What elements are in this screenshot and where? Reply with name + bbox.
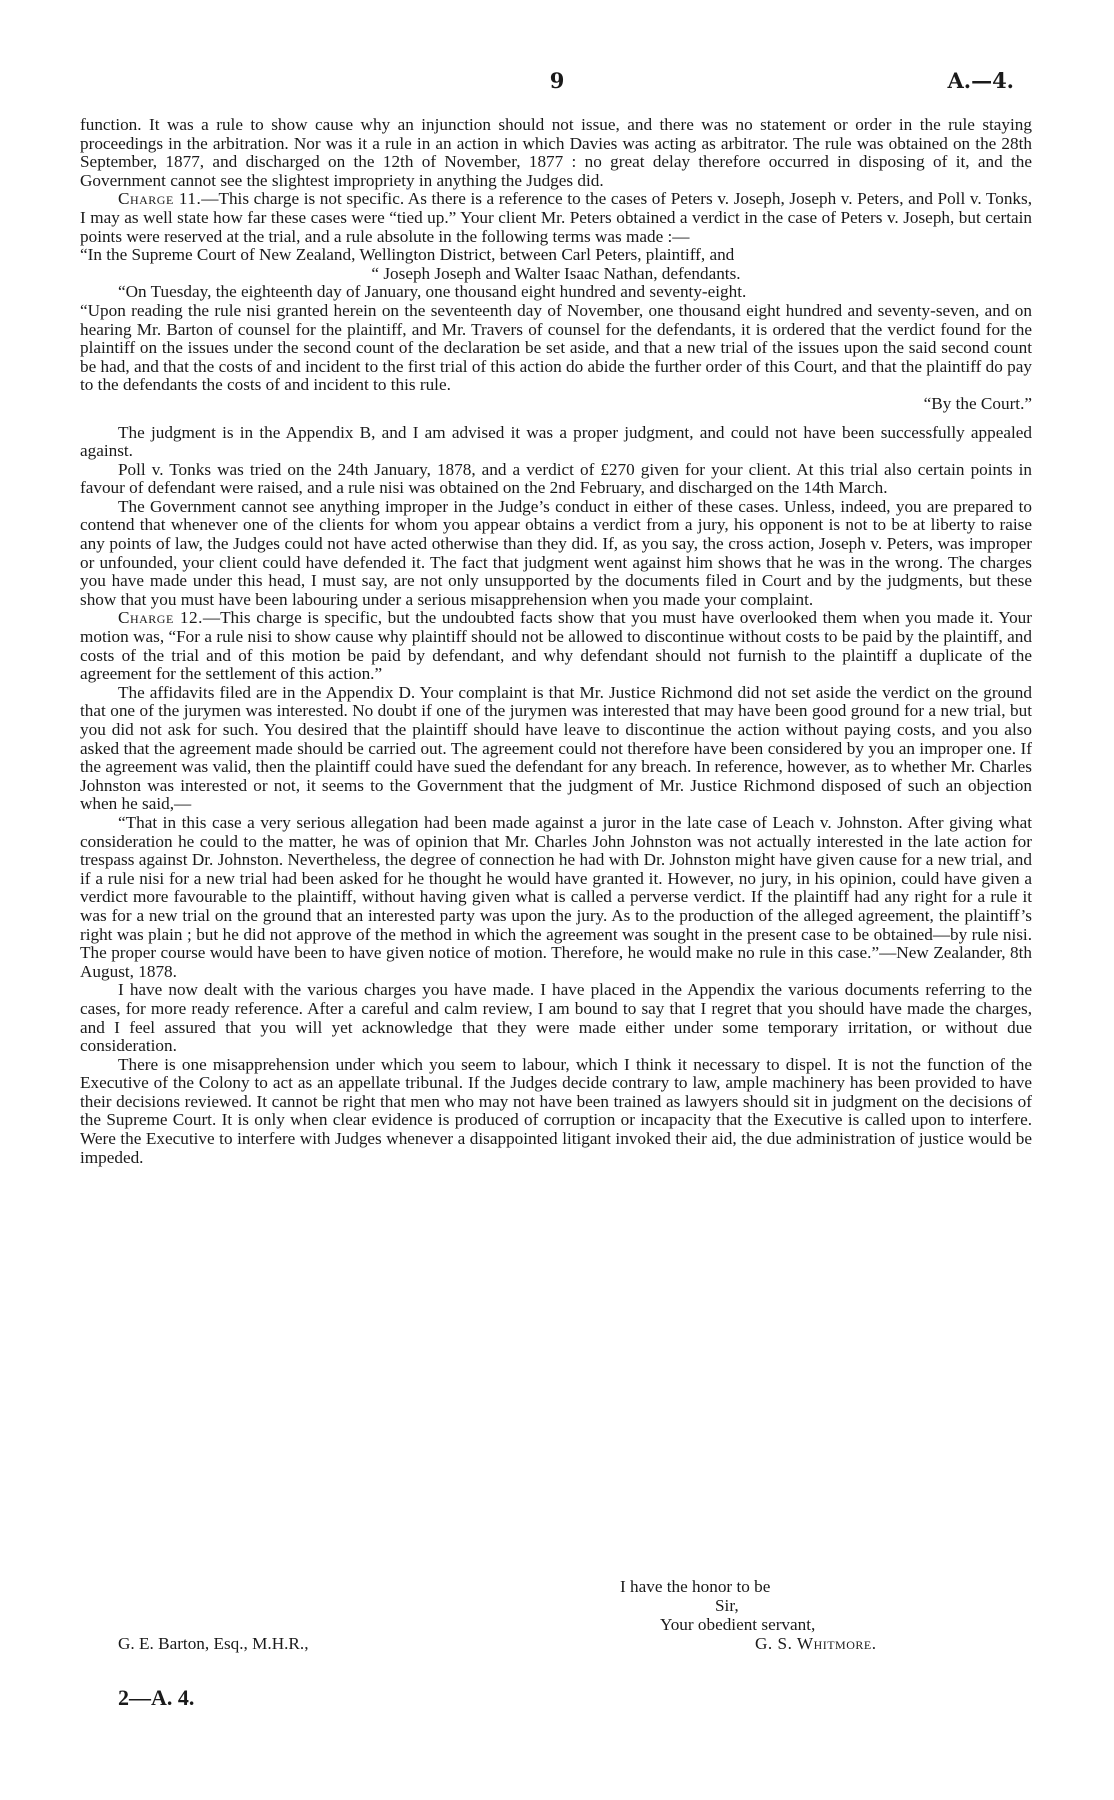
quote-rule-order: “Upon reading the rule nisi granted herein on the seventeenth day of November, one thousand eight hundred and seventy-seven, and on hearing Mr. Barton of counsel for the plaintiff, and Mr. Travers of counsel for the defendants, it is ordered that the verdict found for the plaintiff on the issues under the second count of the declaration be set aside, and that a new trial of the issues upon the said second count be had, and that the costs of and incident to the first trial of this action do abide the further order of this Court, and that the plaintiff do pay to the defendants the costs of and incident to this rule.	[80, 300, 1032, 395]
charge-12-text: —This charge is specific, but the undoubted facts show that you must have overlooked them when you made it. Your motion was, “For a rule nisi to show cause why plaintiff should not be allowed to discontinue without costs to be paid by the plaintiff, and costs of the trial and of this motion be paid by defendant, and why defendant should not furnish to the plaintiff a duplicate of the agreement for the settlement of this action.”	[80, 608, 1032, 684]
closing-block	[600, 1577, 1000, 1653]
closing-sir: Sir,	[715, 1596, 739, 1615]
quote-court-parties: “ Joseph Joseph and Walter Isaac Nathan, defendants.	[371, 263, 741, 283]
paragraph-misapprehension: There is one misapprehension under which you seem to labour, which I think it necessary to dispel. It is not the function of the Executive of the Colony to act as an appellate tribunal. If the Judges decide contrary to law, ample machinery has been provided to have their decisions reviewed. It cannot be right that men who may not have been trained as lawyers should sit in judgment on the decisions of the Supreme Court. It is only when clear evidence is produced of corruption or incapacity that the Executive is called upon to interfere. Were the Executive to interfere with Judges whenever a disappointed litigant invoked their aid, the due administration of justice would be impeded.	[80, 1054, 1032, 1167]
closing-honor: I have the honor to be	[620, 1577, 771, 1596]
paragraph-poll-v-tonks: Poll v. Tonks was tried on the 24th January, 1878, and a verdict of £270 given for your client. At this trial also certain points in favour of defendant were raised, and a rule nisi was obtained on the 2nd February, and discharged on the 14th March.	[80, 459, 1032, 498]
charge-11-text: —This charge is not specific. As there is a reference to the cases of Peters v. Joseph, Joseph v. Peters, and Poll v. Tonks, I may as well state how far these cases were “tied up.” Your client Mr. Peters obtained a verdict in the case of Peters v. Joseph, but certain points were reserved at the trial, and a rule absolute in the following terms was made :—	[80, 189, 1032, 246]
quote-court-heading: “In the Supreme Court of New Zealand, Wellington District, between Carl Peters, plaintiff, and	[80, 245, 735, 265]
paragraph-charge-12	[80, 609, 1032, 683]
paragraph-function: function. It was a rule to show cause why an injunction should not issue, and there was no statement or order in the rule staying proceedings in the arbitration. Nor was it a rule in an action in which Davies was acting as arbitrator. The rule was obtained on the 28th September, 1877, and discharged on the 12th of November, 1877 : no great delay therefore occurred in disposing of it, and the Government cannot see the slightest impropriety in anything the Judges did.	[80, 115, 1032, 190]
page-number: 9	[549, 68, 565, 93]
closing-servant: Your obedient servant,	[660, 1615, 816, 1634]
signature: G. S. Whitmore.	[755, 1634, 877, 1653]
charge-12-label: Charge 12.	[118, 608, 203, 628]
quote-date: “On Tuesday, the eighteenth day of January, one thousand eight hundred and seventy-eight.	[118, 282, 747, 302]
letter-body	[80, 116, 1032, 1167]
addressee: G. E. Barton, Esq., M.H.R.,	[118, 1634, 309, 1653]
paragraph-government-view: The Government cannot see anything improper in the Judge’s conduct in either of these cases. Unless, indeed, you are prepared to contend that whenever one of the clients for whom you appear obtains a verdict from a jury, his opponent is not to be at liberty to raise any points of law, the Judges could not have acted otherwise than they did. If, as you say, the cross action, Joseph v. Peters, was improper or unfounded, your client could have defended it. The fact that judgment went against him shows that he was in the wrong. The charges you have made under this head, I must say, are not only unsupported by the documents filed in Court and by the judgments, but these show that you must have been labouring under a serious misapprehension when you made your complaint.	[80, 496, 1032, 609]
document-reference: A.—4.	[947, 68, 1014, 93]
paragraph-judgment: The judgment is in the Appendix B, and I am advised it was a proper judgment, and could not have been successfully appealed against.	[80, 422, 1032, 461]
quote-signature: “By the Court.”	[923, 393, 1032, 413]
quote-justice-richmond: “That in this case a very serious allegation had been made against a juror in the late case of Leach v. Johnston. After giving what consideration he could to the matter, he was of opinion that Mr. Charles John Johnston was not actually interested in the late action for trespass against Dr. Johnston. Nevertheless, the degree of connection he had with Dr. Johnston might have given cause for a new trial, and if a rule nisi for a new trial had been asked for he thought he would have granted it. However, no jury, in his opinion, could have given a verdict more favourable to the plaintiff, without having given what is called a perverse verdict. If the plaintiff had any right for a rule it was for a new trial on the ground that an interested party was upon the jury. As to the production of the alleged agreement, the plaintiff’s right was plain ; but he did not approve of the method in which the agreement was sought in the present case to be obtained—by rule nisi. The proper course would have been to have given notice of motion. Therefore, he would make no rule in this case.”—New Zealander, 8th August, 1878.	[80, 812, 1032, 981]
charge-11-label: Charge 11.	[118, 189, 202, 209]
paragraph-dealt-with-charges: I have now dealt with the various charges you have made. I have placed in the Appendix the various documents referring to the cases, for more ready reference. After a careful and calm review, I am bound to say that I regret that you should have made the charges, and I feel assured that you will yet acknowledge that they were made either under some temporary irritation, or without due consideration.	[80, 980, 1032, 1056]
paragraph-affidavits: The affidavits filed are in the Appendix D. Your complaint is that Mr. Justice Richmond did not set aside the verdict on the ground that one of the jurymen was interested. No doubt if one of the jurymen was interested that may have been good ground for a new trial, but you did not ask for such. You desired that the plaintiff should have leave to discontinue the action without paying costs, and you also asked that the agreement made should be carried out. The agreement could not therefore have been considered by you an improper one. If the agreement was valid, then the plaintiff could have sued the defendant for any breach. In reference, however, as to whether Mr. Charles Johnston was interested or not, it seems to the Government that the judgment of Mr. Justice Richmond disposed of such an objection when he said,—	[80, 682, 1032, 814]
footer-reference: 2—A. 4.	[118, 1685, 195, 1710]
paragraph-charge-11	[80, 190, 1032, 246]
